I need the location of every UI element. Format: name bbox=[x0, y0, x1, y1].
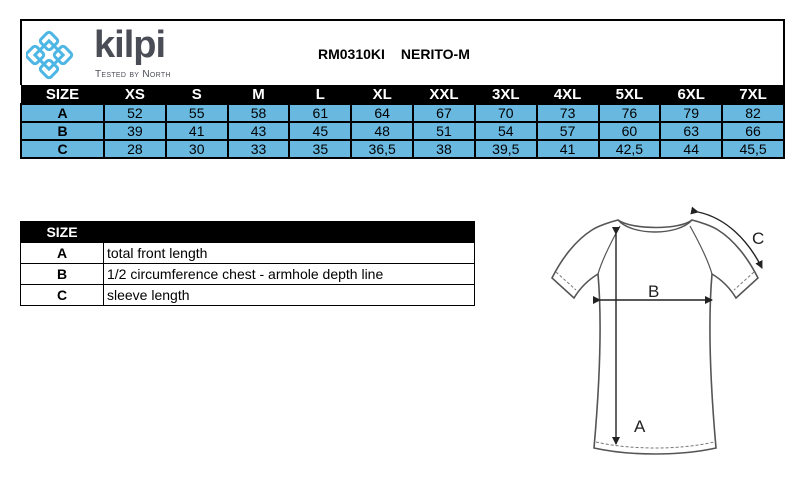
table-cell: 44 bbox=[660, 140, 722, 158]
tshirt-outline bbox=[552, 220, 758, 454]
table-cell: 28 bbox=[104, 140, 166, 158]
table-cell: 51 bbox=[413, 122, 475, 140]
size-col-header: XL bbox=[351, 86, 413, 104]
legend-row bbox=[21, 243, 475, 264]
label-a: A bbox=[634, 417, 646, 436]
row-label: A bbox=[21, 104, 104, 122]
legend-desc: 1/2 circumference chest - armhole depth line bbox=[104, 264, 475, 285]
table-cell: 58 bbox=[228, 104, 290, 122]
header-box bbox=[20, 19, 785, 85]
table-cell: 45 bbox=[289, 122, 351, 140]
size-col-header: M bbox=[228, 86, 290, 104]
legend-desc: total front length bbox=[104, 243, 475, 264]
size-col-header: XXL bbox=[413, 86, 475, 104]
table-cell: 70 bbox=[475, 104, 537, 122]
table-cell: 43 bbox=[228, 122, 290, 140]
size-header-row bbox=[21, 86, 784, 104]
legend-header-blank bbox=[104, 222, 475, 243]
label-b: B bbox=[648, 282, 660, 301]
table-row bbox=[21, 140, 784, 158]
table-cell: 41 bbox=[537, 140, 599, 158]
row-label: C bbox=[21, 140, 104, 158]
row-label: B bbox=[21, 122, 104, 140]
product-name: NERITO-M bbox=[400, 46, 470, 62]
table-cell: 39 bbox=[104, 122, 166, 140]
table-cell: 48 bbox=[351, 122, 413, 140]
brand-tagline: Tested by North bbox=[95, 69, 171, 80]
table-cell: 57 bbox=[537, 122, 599, 140]
table-cell: 64 bbox=[351, 104, 413, 122]
table-cell: 55 bbox=[166, 104, 228, 122]
table-cell: 38 bbox=[413, 140, 475, 158]
legend-header-row bbox=[21, 222, 475, 243]
size-col-header: 5XL bbox=[599, 86, 661, 104]
table-cell: 33 bbox=[228, 140, 290, 158]
table-cell: 67 bbox=[413, 104, 475, 122]
table-cell: 52 bbox=[104, 104, 166, 122]
table-cell: 61 bbox=[289, 104, 351, 122]
size-chart-table bbox=[20, 85, 785, 159]
legend-header-label: SIZE bbox=[21, 222, 104, 243]
table-cell: 35 bbox=[289, 140, 351, 158]
table-row bbox=[21, 104, 784, 122]
table-cell: 39,5 bbox=[475, 140, 537, 158]
table-row bbox=[21, 122, 784, 140]
legend-row bbox=[21, 285, 475, 306]
table-cell: 82 bbox=[722, 104, 784, 122]
legend-desc: sleeve length bbox=[104, 285, 475, 306]
table-cell: 76 bbox=[599, 104, 661, 122]
legend-key: A bbox=[21, 243, 104, 264]
table-cell: 36,5 bbox=[351, 140, 413, 158]
table-cell: 73 bbox=[537, 104, 599, 122]
brand-name: kilpi bbox=[94, 24, 166, 66]
table-cell: 41 bbox=[166, 122, 228, 140]
measurement-legend-table bbox=[20, 221, 475, 306]
table-cell: 60 bbox=[599, 122, 661, 140]
size-col-header: 6XL bbox=[660, 86, 722, 104]
table-cell: 63 bbox=[660, 122, 722, 140]
legend-row bbox=[21, 264, 475, 285]
table-cell: 79 bbox=[660, 104, 722, 122]
product-title bbox=[318, 46, 486, 62]
size-col-header: 4XL bbox=[537, 86, 599, 104]
tshirt-measurement-diagram bbox=[540, 200, 790, 470]
size-col-header: S bbox=[166, 86, 228, 104]
size-col-header: L bbox=[289, 86, 351, 104]
product-code: RM0310KI bbox=[318, 46, 385, 62]
table-cell: 54 bbox=[475, 122, 537, 140]
legend-key: B bbox=[21, 264, 104, 285]
table-cell: 45,5 bbox=[722, 140, 784, 158]
label-c: C bbox=[752, 229, 765, 248]
table-cell: 66 bbox=[722, 122, 784, 140]
size-header-label: SIZE bbox=[21, 86, 104, 104]
table-cell: 42,5 bbox=[599, 140, 661, 158]
table-cell: 30 bbox=[166, 140, 228, 158]
legend-key: C bbox=[21, 285, 104, 306]
size-col-header: 7XL bbox=[722, 86, 784, 104]
size-col-header: XS bbox=[104, 86, 166, 104]
size-col-header: 3XL bbox=[475, 86, 537, 104]
